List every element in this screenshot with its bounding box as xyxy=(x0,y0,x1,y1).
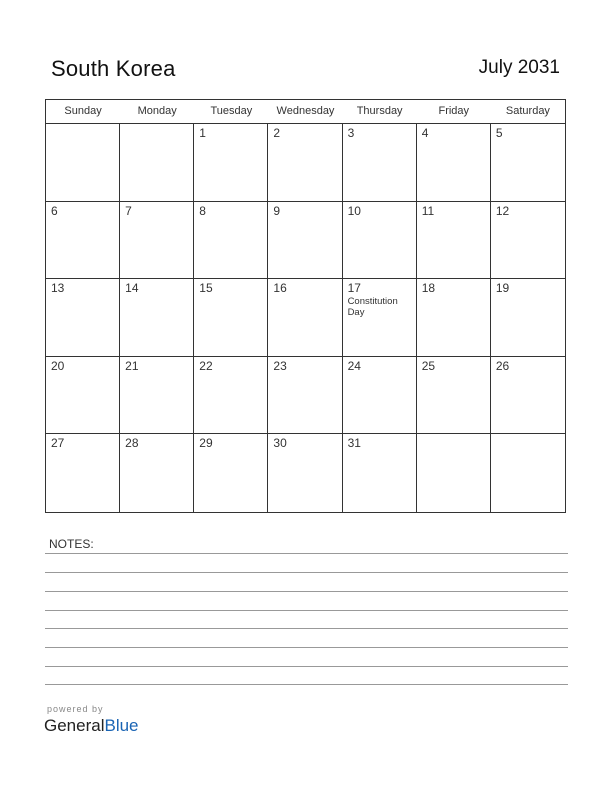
country-title: South Korea xyxy=(51,56,176,81)
note-line xyxy=(45,610,568,611)
day-cell xyxy=(194,357,268,435)
day-cell xyxy=(194,202,268,280)
day-number: 6 xyxy=(51,203,58,218)
weekday-label: Tuesday xyxy=(210,105,253,117)
day-cell xyxy=(46,434,120,512)
day-number: 5 xyxy=(495,126,503,140)
day-number: 26 xyxy=(495,358,510,373)
day-cell xyxy=(417,357,491,435)
day-cell xyxy=(491,279,565,357)
brand-name-blue: Blue xyxy=(104,716,139,735)
weekday-label: Sunday xyxy=(64,105,102,117)
day-cell xyxy=(46,357,120,435)
day-number: 8 xyxy=(199,203,206,218)
day-number: 19 xyxy=(495,281,510,296)
day-cell xyxy=(491,357,565,435)
day-number: 17 xyxy=(347,281,361,296)
day-cell xyxy=(46,279,120,357)
day-cell xyxy=(491,202,565,280)
day-number: 24 xyxy=(347,358,361,373)
day-cell xyxy=(268,357,342,435)
day-number: 20 xyxy=(51,358,65,373)
brand-logo xyxy=(44,716,139,736)
day-cell xyxy=(343,124,417,202)
note-line xyxy=(45,628,568,629)
calendar-body xyxy=(46,124,565,512)
brand-name-general: General xyxy=(44,716,105,735)
weekday-label: Thursday xyxy=(356,105,403,117)
day-cell xyxy=(268,434,342,512)
day-number: 22 xyxy=(199,358,213,373)
day-cell xyxy=(343,357,417,435)
note-line xyxy=(45,684,568,685)
day-cell xyxy=(120,124,194,202)
weekday-label: Wednesday xyxy=(276,105,335,117)
day-number: 2 xyxy=(273,126,281,140)
calendar-grid xyxy=(45,99,566,513)
day-cell xyxy=(194,279,268,357)
day-number: 1 xyxy=(199,126,206,140)
day-number: 23 xyxy=(273,358,287,373)
day-number: 11 xyxy=(421,203,435,218)
day-number: 14 xyxy=(125,281,139,296)
day-cell xyxy=(120,279,194,357)
weekday-label: Friday xyxy=(438,105,470,117)
day-number: 30 xyxy=(273,436,287,451)
day-cell xyxy=(343,279,417,357)
notes-label: NOTES: xyxy=(49,537,94,551)
day-cell xyxy=(268,202,342,280)
day-cell xyxy=(491,124,565,202)
day-cell xyxy=(268,124,342,202)
day-number: 15 xyxy=(199,281,213,296)
day-cell xyxy=(120,202,194,280)
day-number: 21 xyxy=(125,358,139,373)
note-line xyxy=(45,572,568,573)
month-year-title: July 2031 xyxy=(478,57,560,78)
day-cell xyxy=(194,434,268,512)
day-number: 10 xyxy=(347,203,361,218)
day-number: 18 xyxy=(421,281,436,296)
day-number: 12 xyxy=(495,203,510,218)
note-line xyxy=(45,591,568,592)
note-line xyxy=(45,553,568,554)
day-cell xyxy=(120,357,194,435)
day-cell xyxy=(417,434,491,512)
day-cell xyxy=(417,279,491,357)
day-number: 7 xyxy=(125,203,132,218)
day-number: 29 xyxy=(199,436,213,451)
day-cell xyxy=(268,279,342,357)
day-cell xyxy=(120,434,194,512)
day-number: 31 xyxy=(347,436,361,451)
weekday-header xyxy=(46,100,565,124)
day-cell xyxy=(194,124,268,202)
holiday-label: Constitution Day xyxy=(347,296,398,319)
day-number: 3 xyxy=(347,126,355,140)
powered-by-text: powered by xyxy=(47,704,104,714)
day-number: 27 xyxy=(51,436,65,451)
day-cell xyxy=(417,202,491,280)
day-cell xyxy=(343,434,417,512)
day-cell xyxy=(491,434,565,512)
day-cell xyxy=(46,124,120,202)
weekday-label: Saturday xyxy=(505,105,550,117)
note-line xyxy=(45,666,568,667)
day-number: 25 xyxy=(421,358,436,373)
day-cell xyxy=(343,202,417,280)
day-cell xyxy=(46,202,120,280)
day-number: 13 xyxy=(51,281,65,296)
weekday-label: Monday xyxy=(137,105,177,117)
day-number: 9 xyxy=(273,203,281,218)
note-line xyxy=(45,647,568,648)
day-number: 16 xyxy=(273,281,287,296)
day-number: 4 xyxy=(421,126,429,140)
day-cell xyxy=(417,124,491,202)
day-number: 28 xyxy=(125,436,139,451)
